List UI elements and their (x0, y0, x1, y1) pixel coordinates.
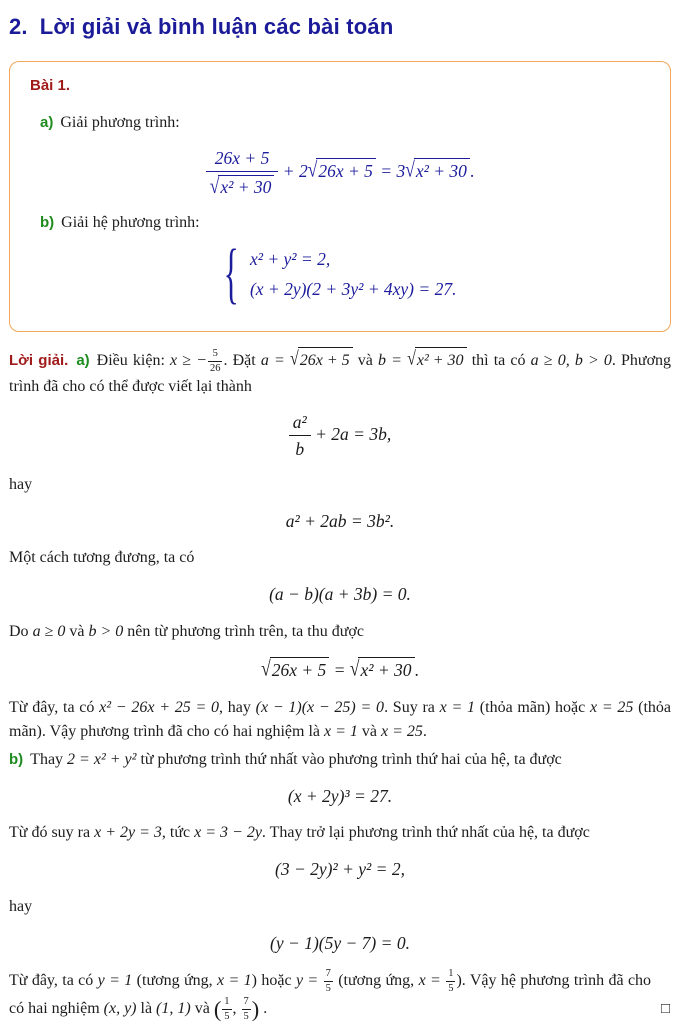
fraction-numerator: 7 (324, 968, 333, 982)
solution-paragraph-conclusion (9, 968, 671, 1022)
math-run: b = (378, 351, 408, 369)
math-run: y = 1 (97, 972, 133, 990)
radicand: x² + 30 (218, 175, 274, 198)
inline-fraction (208, 348, 223, 375)
text-run: là (136, 999, 157, 1017)
math-term: . (469, 160, 475, 181)
left-paren: ( (213, 995, 222, 1021)
math-run: x = (418, 972, 446, 990)
radicand: x² + 30 (358, 657, 414, 683)
radicand: 26x + 5 (298, 347, 353, 373)
text-run: . Suy ra (384, 698, 440, 716)
math-run: x + 2y = 3 (94, 824, 162, 842)
square-root (210, 175, 275, 198)
problem-box (9, 61, 671, 332)
text-run: . Thay trở lại phương trình thứ nhất của hệ, ta được (261, 824, 590, 842)
display-equation-4 (9, 657, 671, 683)
display-equation-2: a² + 2ab = 3b². (285, 510, 395, 531)
solution-paragraph-equivalent: Một cách tương đương, ta có (9, 549, 195, 567)
text-run: và (65, 622, 89, 640)
text-run: ). Vậy hệ phương trình đã cho có hai nghiệm (9, 972, 652, 1017)
part-b-marker: b) (40, 213, 55, 231)
text-run: thì ta có (466, 351, 531, 369)
fraction-denominator: 5 (243, 1010, 249, 1022)
math-term: + 2 (278, 160, 308, 181)
solution-paragraph-part-b (9, 748, 671, 772)
square-root (290, 347, 353, 373)
fraction-numerator: 1 (446, 968, 455, 982)
radicand: x² + 30 (415, 347, 467, 373)
math-run: x = 25 (381, 722, 423, 740)
display-equation-6: (3 − 2y)² + y² = 2, (275, 859, 405, 880)
solution-paragraph-roots-a (9, 696, 671, 744)
text-run: Do (9, 622, 33, 640)
system-lines (250, 248, 457, 302)
right-paren: ) (251, 995, 260, 1021)
text-run: và (190, 999, 214, 1017)
math-run: y = (295, 972, 323, 990)
square-root (261, 657, 329, 683)
text-run: và (352, 351, 378, 369)
math-run: x = 3 − 2y (194, 824, 262, 842)
math-fraction (289, 412, 311, 460)
fraction-denominator (206, 172, 279, 198)
text-run: Điều kiện: (96, 351, 171, 369)
math-run: x ≥ − (170, 351, 207, 369)
math-run: x = 1 (323, 722, 358, 740)
solution-paragraph-substitute (9, 821, 671, 845)
problem-label: Bài 1. (30, 77, 71, 94)
math-run: 2 = x² + y² (67, 750, 137, 768)
fraction-numerator: a² (289, 412, 311, 436)
system-line-2: (x + 2y)(2 + 3y² + 4xy) = 27. (249, 279, 457, 300)
section-number: 2. (9, 14, 28, 39)
solution-part-a-marker: a) (76, 351, 90, 369)
solution-heading: Lời giải. (9, 351, 69, 369)
display-equation-3: (a − b)(a + 3b) = 0. (269, 584, 411, 605)
math-run: x² − 26x + 25 = 0 (99, 698, 220, 716)
math-run: x = 1 (217, 972, 252, 990)
text-run: và (357, 722, 381, 740)
square-root (405, 158, 470, 184)
square-root (407, 347, 466, 373)
radicand: x² + 30 (414, 158, 470, 184)
text-run: (thỏa mãn). Vậy phương trình đã cho có hai nghiệm là (9, 698, 672, 740)
text-run: . Phương trình đã cho có thể được viết lại thành (9, 351, 672, 395)
connector-hay: hay (9, 475, 33, 493)
text-run: . Đặt (223, 351, 261, 369)
fraction-denominator: 5 (224, 1010, 230, 1022)
text-run: ) hoặc (251, 972, 296, 990)
fraction-denominator: b (295, 438, 305, 459)
fraction-numerator: 26x + 5 (206, 148, 279, 172)
fraction-numerator: 5 (208, 348, 223, 362)
system-brace: { (223, 236, 239, 311)
square-root (350, 657, 415, 683)
math-run: x = 1 (439, 698, 476, 716)
math-run: (1, 1) (156, 999, 191, 1017)
radicand: 26x + 5 (270, 657, 330, 683)
inline-fraction (242, 996, 251, 1023)
text-run: . (259, 999, 268, 1017)
qed-symbol: □ (660, 1001, 670, 1018)
math-term: . (414, 659, 419, 680)
text-run: . (422, 722, 427, 740)
math-run: a ≥ 0 (32, 622, 66, 640)
text-run: Từ đây, ta có (9, 698, 100, 716)
text-run: , (232, 999, 241, 1017)
part-a (40, 111, 652, 135)
text-run: Từ đây, ta có (9, 972, 98, 990)
text-run: , hay (219, 698, 256, 716)
inline-fraction (324, 968, 333, 995)
math-term: + 2a = 3b, (310, 423, 392, 444)
math-fraction (206, 148, 279, 198)
part-b-prompt: Giải hệ phương trình: (61, 213, 200, 231)
text-run: (tương ứng, (132, 972, 218, 990)
text-run: Thay (30, 750, 68, 768)
part-a-prompt: Giải phương trình: (60, 113, 180, 131)
solution-part-b-marker: b) (9, 750, 24, 768)
text-run: (thỏa mãn) hoặc (475, 698, 590, 716)
part-a-marker: a) (40, 113, 54, 131)
math-term: = 3 (375, 160, 406, 181)
display-equation-1 (9, 412, 671, 460)
section-title (9, 10, 671, 43)
equation-a (28, 148, 652, 198)
square-root (308, 158, 376, 184)
part-b (40, 211, 652, 235)
fraction-denominator: 5 (448, 983, 454, 995)
display-equation-7: (y − 1)(5y − 7) = 0. (270, 932, 410, 953)
inline-fraction (222, 996, 231, 1023)
text-run: Từ đó suy ra (9, 824, 95, 842)
math-run: (x, y) (103, 999, 137, 1017)
text-run: nên từ phương trình trên, ta thu được (123, 622, 364, 640)
text-run: từ phương trình thứ nhất vào phương trình thứ hai của hệ, ta được (136, 750, 562, 768)
connector-hay: hay (9, 897, 33, 915)
fraction-denominator: 5 (325, 983, 331, 995)
fraction-denominator: 26 (209, 362, 221, 374)
math-run: a ≥ 0, b > 0 (530, 351, 612, 369)
equation-b-system (28, 236, 652, 311)
math-run: x = 25 (590, 698, 634, 716)
solution-paragraph-signs (9, 620, 671, 644)
math-run: a = (260, 351, 290, 369)
solution-paragraph-condition (9, 347, 671, 399)
inline-fraction (446, 968, 455, 995)
text-run: , tức (161, 824, 195, 842)
math-run: (x − 1)(x − 25) = 0 (255, 698, 385, 716)
equation-system (223, 236, 457, 311)
fraction-numerator: 7 (242, 996, 251, 1010)
math-run: b > 0 (88, 622, 124, 640)
math-term: = (329, 659, 350, 680)
display-equation-5: (x + 2y)³ = 27. (287, 785, 393, 806)
radicand: 26x + 5 (316, 158, 376, 184)
section-title-text: Lời giải và bình luận các bài toán (39, 14, 394, 39)
fraction-numerator: 1 (222, 996, 231, 1010)
text-run: (tương ứng, (333, 972, 419, 990)
system-line-1: x² + y² = 2, (249, 248, 331, 269)
